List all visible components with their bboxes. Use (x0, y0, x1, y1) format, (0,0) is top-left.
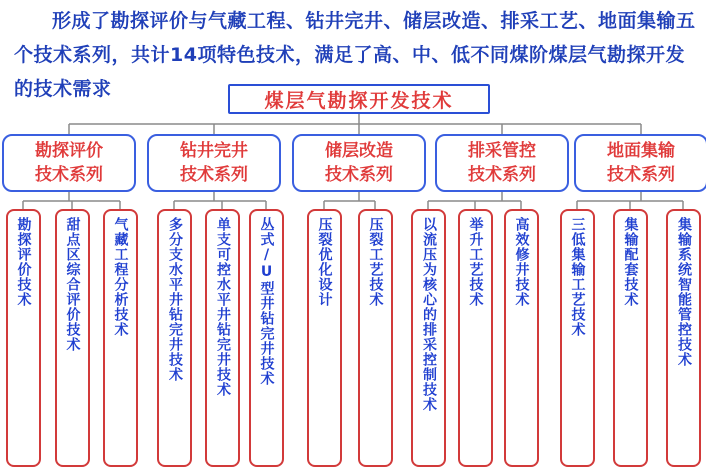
intro-paragraph: 形成了勘探评价与气藏工程、钻井完井、储层改造、排采工艺、地面集输五个技术系列，共计14项特色技术，满足了高、中、低不同煤阶煤层气勘探开发的技术需求 (14, 10, 696, 100)
tech-leaf (103, 209, 138, 467)
tech-leaf-label: 以流压为核心的排采控制技术 (421, 217, 437, 412)
tech-leaf (666, 209, 701, 467)
category-production (435, 134, 569, 192)
tech-leaf (55, 209, 90, 467)
category-label-line2: 技术系列 (607, 165, 675, 185)
root-node: 煤层气勘探开发技术 (228, 84, 490, 114)
category-exploration (2, 134, 136, 192)
category-label-line2: 技术系列 (35, 165, 103, 185)
category-label-line1: 排采管控 (468, 141, 536, 161)
category-stimulation (292, 134, 426, 192)
category-gathering (574, 134, 706, 192)
tech-leaf-label: 甜点区综合评价技术 (64, 217, 81, 352)
tech-leaf-label: 集输系统智能管控技术 (676, 217, 692, 367)
tech-leaf (249, 209, 284, 467)
tech-leaf (307, 209, 342, 467)
category-label-line1: 钻井完井 (180, 141, 248, 161)
tech-leaf (458, 209, 493, 467)
tech-leaf (157, 209, 192, 467)
tech-leaf-label: 单支可控水平井钻完井技术 (215, 217, 231, 397)
tech-leaf (205, 209, 240, 467)
category-label-line2: 技术系列 (325, 165, 393, 185)
tech-leaf-label: 压裂优化设计 (316, 217, 333, 307)
tech-leaf (358, 209, 393, 467)
tech-leaf (560, 209, 595, 467)
category-label-line2: 技术系列 (180, 165, 248, 185)
tech-leaf-label: 高效修井技术 (513, 217, 530, 307)
tech-leaf-label: 多分支水平井钻完井技术 (167, 217, 183, 382)
category-label-line1: 勘探评价 (35, 141, 103, 161)
tech-leaf (6, 209, 41, 467)
category-drilling (147, 134, 281, 192)
tech-leaf-label: 气藏工程分析技术 (112, 217, 129, 337)
tech-leaf-label: 举升工艺技术 (467, 217, 484, 307)
tech-leaf-label: 集输配套技术 (622, 217, 639, 307)
category-label-line2: 技术系列 (468, 165, 536, 185)
tech-leaf (613, 209, 648, 467)
tech-leaf (504, 209, 539, 467)
tech-leaf-label: 三低集输工艺技术 (569, 217, 586, 337)
category-label-line1: 地面集输 (607, 141, 675, 161)
tech-leaf (411, 209, 446, 467)
tech-leaf-label: 丛式/U型井钻完井技术 (258, 217, 275, 386)
tech-leaf-label: 压裂工艺技术 (367, 217, 384, 307)
category-label-line1: 储层改造 (325, 141, 393, 161)
tech-leaf-label: 勘探评价技术 (15, 217, 32, 307)
